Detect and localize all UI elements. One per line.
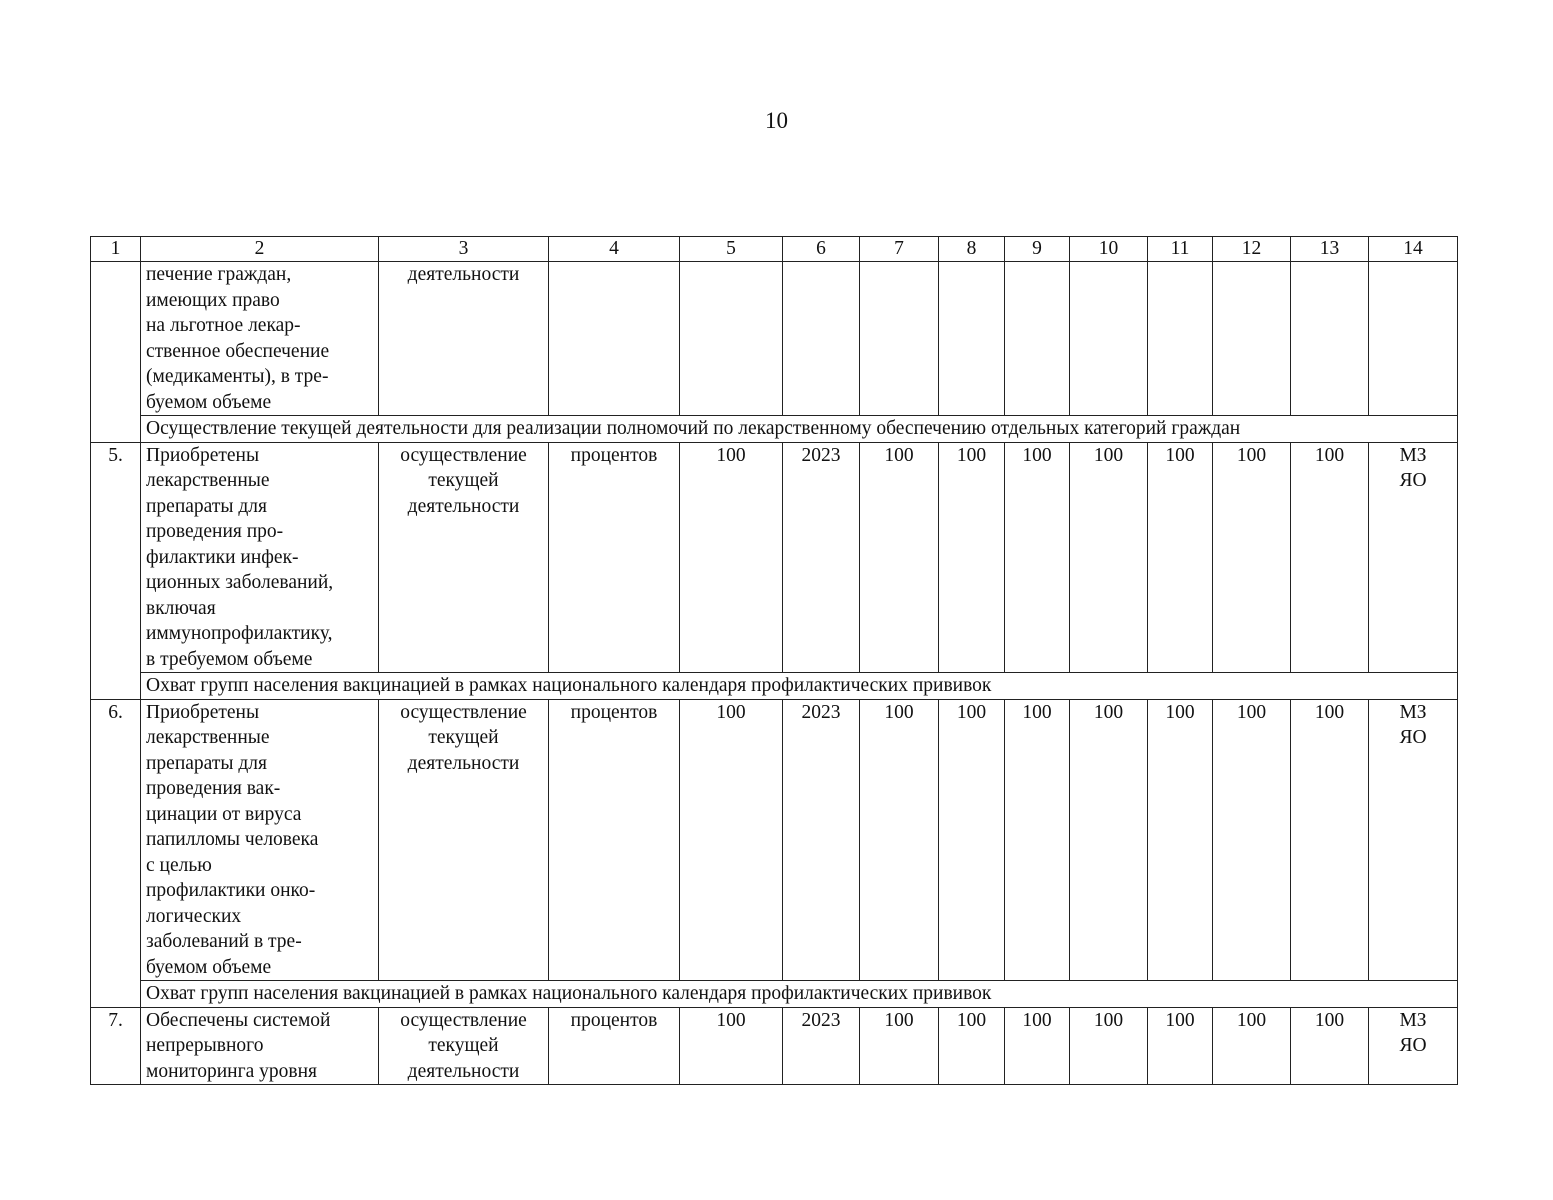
value-cell: 100 xyxy=(860,1007,939,1085)
table-row-continuation xyxy=(91,262,1458,416)
column-header: 10 xyxy=(1070,237,1148,262)
column-header: 5 xyxy=(680,237,783,262)
value-cell xyxy=(1070,262,1148,416)
basis-cell: деятельности xyxy=(379,262,549,416)
value-cell xyxy=(783,262,860,416)
value-cell xyxy=(1291,262,1369,416)
value-cell: 100 xyxy=(1213,442,1291,673)
section-title: Охват групп населения вакцинацией в рамках национального календаря профилактических прививок xyxy=(141,673,1458,700)
value-cell xyxy=(939,262,1005,416)
column-header: 4 xyxy=(549,237,680,262)
basis-cell: осуществление текущей деятельности xyxy=(379,442,549,673)
row-number-cell: 7. xyxy=(91,1007,141,1085)
column-header: 11 xyxy=(1148,237,1213,262)
column-number-row xyxy=(91,237,1458,262)
value-cell: 100 xyxy=(1005,442,1070,673)
column-header: 7 xyxy=(860,237,939,262)
executor-cell xyxy=(1369,262,1458,416)
base-value-cell: 100 xyxy=(680,699,783,981)
table-row xyxy=(91,1007,1458,1085)
value-cell xyxy=(1005,262,1070,416)
value-cell: 100 xyxy=(860,699,939,981)
column-header: 12 xyxy=(1213,237,1291,262)
page-number: 10 xyxy=(765,108,788,133)
column-header: 6 xyxy=(783,237,860,262)
table-row xyxy=(91,699,1458,981)
value-cell: 100 xyxy=(1005,699,1070,981)
section-row xyxy=(91,981,1458,1008)
row-number-cell: 5. xyxy=(91,442,141,699)
result-name-cell: Обеспечены системой непрерывного мониторинга уровня xyxy=(141,1007,379,1085)
executor-cell: МЗ ЯО xyxy=(1369,442,1458,673)
value-cell xyxy=(1148,262,1213,416)
value-cell xyxy=(860,262,939,416)
unit-cell xyxy=(549,262,680,416)
basis-cell: осуществление текущей деятельности xyxy=(379,699,549,981)
column-header: 1 xyxy=(91,237,141,262)
value-cell: 100 xyxy=(939,1007,1005,1085)
unit-cell: процентов xyxy=(549,699,680,981)
value-cell: 100 xyxy=(939,442,1005,673)
column-header: 13 xyxy=(1291,237,1369,262)
value-cell: 100 xyxy=(1213,1007,1291,1085)
basis-cell: осуществление текущей деятельности xyxy=(379,1007,549,1085)
section-row xyxy=(91,673,1458,700)
base-year-cell: 2023 xyxy=(783,699,860,981)
row-number-cell: 6. xyxy=(91,699,141,1007)
value-cell: 100 xyxy=(1070,699,1148,981)
executor-cell: МЗ ЯО xyxy=(1369,1007,1458,1085)
value-cell: 100 xyxy=(1148,699,1213,981)
value-cell xyxy=(1213,262,1291,416)
base-year-cell: 2023 xyxy=(783,442,860,673)
column-header: 14 xyxy=(1369,237,1458,262)
value-cell: 100 xyxy=(1070,1007,1148,1085)
indicators-table xyxy=(90,236,1458,1085)
base-value-cell: 100 xyxy=(680,442,783,673)
result-name-cell: Приобретены лекарственные препараты для проведения про- филактики инфек- ционных заболеваний, включая иммунопрофилактику, в требуемом объеме xyxy=(141,442,379,673)
section-title: Охват групп населения вакцинацией в рамках национального календаря профилактических прививок xyxy=(141,981,1458,1008)
executor-cell: МЗ ЯО xyxy=(1369,699,1458,981)
column-header: 8 xyxy=(939,237,1005,262)
value-cell xyxy=(680,262,783,416)
section-row xyxy=(91,416,1458,443)
result-name-cell: печение граждан, имеющих право на льготное лекар- ственное обеспечение (медикаменты), в тре- буемом объеме xyxy=(141,262,379,416)
column-header: 3 xyxy=(379,237,549,262)
section-title: Осуществление текущей деятельности для реализации полномочий по лекарственному обеспечению отдельных категорий граждан xyxy=(141,416,1458,443)
value-cell: 100 xyxy=(1148,1007,1213,1085)
column-header: 9 xyxy=(1005,237,1070,262)
row-number-cell xyxy=(91,262,141,443)
value-cell: 100 xyxy=(939,699,1005,981)
unit-cell: процентов xyxy=(549,1007,680,1085)
base-value-cell: 100 xyxy=(680,1007,783,1085)
value-cell: 100 xyxy=(1213,699,1291,981)
table-row xyxy=(91,442,1458,673)
value-cell: 100 xyxy=(860,442,939,673)
column-header: 2 xyxy=(141,237,379,262)
value-cell: 100 xyxy=(1291,699,1369,981)
unit-cell: процентов xyxy=(549,442,680,673)
base-year-cell: 2023 xyxy=(783,1007,860,1085)
result-name-cell: Приобретены лекарственные препараты для проведения вак- цинации от вируса папилломы человека с целью профилактики онко- логических заболеваний в тре- буемом объеме xyxy=(141,699,379,981)
value-cell: 100 xyxy=(1005,1007,1070,1085)
value-cell: 100 xyxy=(1070,442,1148,673)
value-cell: 100 xyxy=(1291,442,1369,673)
value-cell: 100 xyxy=(1148,442,1213,673)
value-cell: 100 xyxy=(1291,1007,1369,1085)
